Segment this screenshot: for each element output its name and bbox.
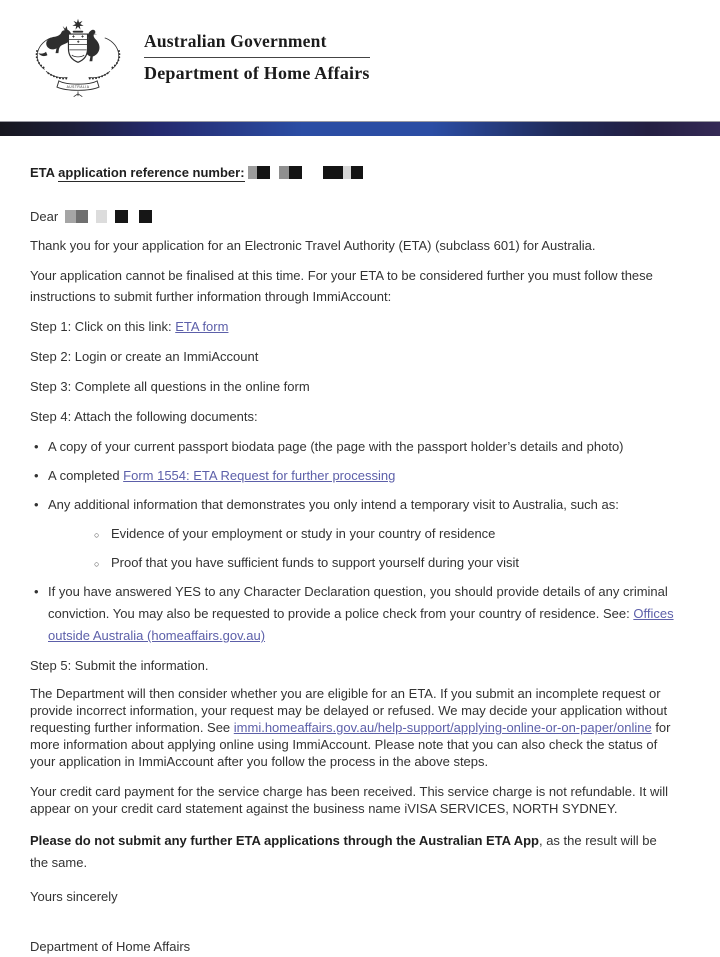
list-item-form-1554 [30, 465, 674, 487]
character-declaration-text: If you have answered YES to any Character Declaration question, you should provide details of any criminal conviction. You may also be requested to provide a police check from your country of residence. See: [48, 584, 668, 621]
redacted-reference-number [248, 165, 363, 180]
reference-number-line [30, 162, 674, 183]
reference-label-prefix: ETA [30, 165, 59, 180]
step-2-line: Step 2: Login or create an ImmiAccount [30, 349, 259, 364]
redacted-recipient-name [65, 209, 152, 224]
form-1554-prefix: A completed [48, 468, 124, 483]
intro-paragraph: Thank you for your application for an Electronic Travel Authority (ETA) (subclass 601) for Australia. [30, 238, 596, 253]
consideration-paragraph [30, 685, 674, 770]
additional-info-text: Any additional information that demonstrates you only intend a temporary visit to Australia, such as: [48, 497, 619, 512]
agency-title: Australian Government [144, 30, 327, 51]
credit-card-paragraph: Your credit card payment for the service charge has been received. This service charge is not refundable. It will appear on your credit card statement against the business name iVISA SERVICES, NORTH SYDNEY. [30, 784, 669, 816]
australian-coat-of-arms-icon [30, 14, 126, 100]
department-title: Department of Home Affairs [144, 62, 370, 83]
header-wordmark [144, 31, 370, 84]
form-1554-link[interactable]: Form 1554: ETA Request for further processing [123, 468, 396, 483]
step-4-line: Step 4: Attach the following documents: [30, 409, 258, 424]
cannot-finalise-paragraph: Your application cannot be finalised at this time. For your ETA to be considered further you must follow these instructions to submit further information through ImmiAccount: [30, 268, 653, 304]
list-item-funds-proof: ○ Proof that you have sufficient funds to support yourself during your visit [93, 552, 674, 574]
consideration-text-2: for more information about applying online using ImmiAccount. Please note that you can also check the status of your application in ImmiAccount after you follow the process in the above steps. [30, 720, 671, 769]
signature-line: Department of Home Affairs [30, 939, 191, 954]
list-item-additional-info [30, 494, 674, 574]
no-further-applications-rest: , as the result will be the same. [30, 833, 657, 870]
closing-line: Yours sincerely [30, 889, 118, 904]
step-1-line [30, 316, 674, 337]
blue-gradient-banner [0, 121, 720, 136]
eta-form-link[interactable]: ETA form [175, 319, 229, 334]
consideration-text-1: The Department will then consider whether you are eligible for an ETA. If you submit an incomplete request or provide incorrect information, your request may be delayed or refused. We may decide your application without requesting further information. See [30, 686, 668, 735]
no-further-applications-paragraph [30, 830, 674, 874]
documents-list [30, 436, 674, 647]
offices-outside-australia-link[interactable]: Offices outside Australia (homeaffairs.gov.au) [48, 606, 674, 643]
step-1-text: Step 1: Click on this link: [30, 319, 176, 334]
header-divider [144, 57, 370, 58]
list-item-passport: • A copy of your current passport biodata page (the page with the passport holder’s details and photo) [30, 436, 674, 458]
list-item-employment-evidence: ○ Evidence of your employment or study in your country of residence [93, 523, 674, 545]
additional-info-sublist [48, 523, 674, 574]
svg-text:AUSTRALIA: AUSTRALIA [66, 85, 90, 90]
no-further-applications-bold: Please do not submit any further ETA applications through the Australian ETA App [30, 833, 539, 848]
salutation-line [30, 206, 674, 227]
step-3-line: Step 3: Complete all questions in the online form [30, 379, 310, 394]
list-item-character-declaration [30, 581, 674, 647]
letter-body [0, 136, 720, 957]
government-header [0, 0, 720, 100]
step-5-line: Step 5: Submit the information. [30, 658, 209, 673]
immi-homeaffairs-link[interactable]: immi.homeaffairs.gov.au/help-support/applying-online-or-on-paper/online [233, 720, 652, 735]
salutation-text: Dear [30, 209, 59, 224]
reference-label: application reference number: [58, 165, 245, 180]
